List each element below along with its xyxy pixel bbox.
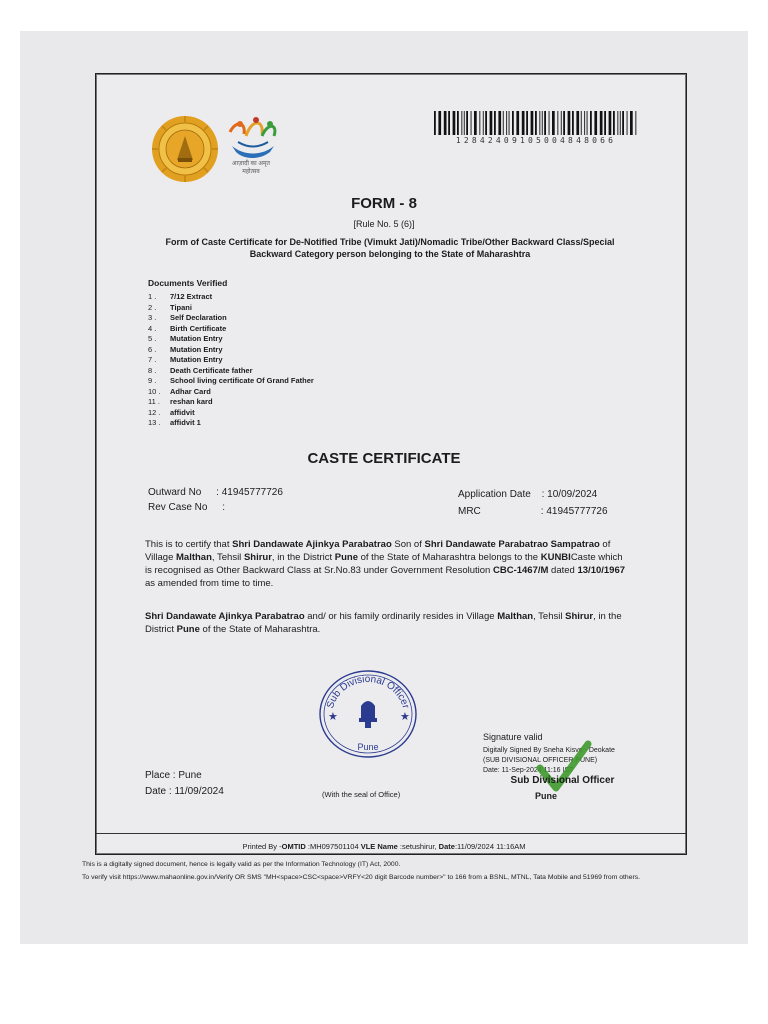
barcode-bar — [557, 111, 558, 135]
certificate-paragraph-1: This is to certify that Shri Dandawate Ajinkya Parabatrao Son of Shri Dandawate Parabatrao Sampatrao of Village Malthan, Tehsil Shirur, in the District Pune of the State of Maharashtra belongs to the KUNBICaste which is recognised as Other Backward Class at Sr.No.83 under Government Resolution CBC-1467/M dated 13/10/1967 as amended from time to time. — [145, 539, 626, 589]
documents-list — [148, 292, 314, 429]
list-item: 13 . affidvit 1 — [148, 418, 201, 427]
barcode-bar — [552, 111, 555, 135]
barcode-bar — [516, 111, 519, 135]
barcode-bar — [576, 111, 579, 135]
form-description: Form of Caste Certificate for De-Notified Tribe (Vimukt Jati)/Nomadic Tribe/Other Backward Class/Special Backward Category person belonging to the State of Maharashtra — [165, 237, 615, 259]
barcode-bar — [509, 111, 510, 135]
barcode-bar — [494, 111, 496, 135]
barcode-bar — [604, 111, 606, 135]
barcode-bar — [444, 111, 447, 135]
list-item: 2 . Tipani — [148, 302, 192, 312]
barcode-bar — [584, 111, 585, 135]
barcode-bar — [539, 111, 540, 135]
list-item: 3 . Self Declaration — [148, 313, 227, 322]
barcode-bar — [561, 111, 562, 135]
barcode-bar — [471, 111, 472, 135]
barcode-bar — [485, 111, 487, 135]
list-item: 5 . Mutation Entry — [148, 334, 223, 343]
barcode-bar — [613, 111, 615, 135]
barcode-bar — [630, 111, 633, 135]
barcode-bar — [581, 111, 582, 135]
barcode-bar — [572, 111, 574, 135]
barcode-bar — [542, 111, 543, 135]
barcode-bar — [522, 111, 525, 135]
barcode-bar — [531, 111, 534, 135]
barcode-bar — [590, 111, 592, 135]
barcode-bar — [627, 111, 628, 135]
outward-number: Outward No : 41945777726 — [148, 487, 283, 498]
barcode-bar — [609, 111, 612, 135]
rev-case-number: Rev Case No : — [148, 502, 226, 513]
certificate-paragraph-2: Shri Dandawate Ajinkya Parabatrao and/ or his family ordinarily resides in Village Malthan, Tehsil Shirur, in the District Pune of the State of Maharashtra. — [145, 611, 622, 635]
list-item: 1 . 7/12 Extract — [148, 292, 213, 301]
barcode-bar — [483, 111, 484, 135]
barcode-bar — [466, 111, 468, 135]
barcode-bar — [635, 111, 636, 135]
barcode-bar — [457, 111, 459, 135]
star-icon: ★ — [328, 711, 338, 723]
barcode-bar — [622, 111, 624, 135]
with-seal-note: (With the seal of Office) — [322, 790, 401, 799]
divider — [96, 833, 686, 834]
list-item: 8 . Death Certificate father — [148, 365, 253, 375]
barcode-bar — [503, 111, 504, 135]
barcode-bar — [448, 111, 450, 135]
list-item: 9 . School living certificate Of Grand Father — [148, 376, 314, 385]
barcode-bar — [461, 111, 462, 135]
list-item: 11 . reshan kard — [148, 397, 213, 406]
list-item: 6 . Mutation Entry — [148, 344, 223, 354]
barcode-bar — [506, 111, 507, 135]
date-field: Date : 11/09/2024 — [145, 786, 224, 797]
signature-valid-check-icon — [536, 738, 592, 796]
barcode-bar — [474, 111, 477, 135]
documents-verified-heading: Documents Verified — [148, 278, 228, 288]
azadi-logo-text: आज़ादी का अमृत महोत्सव — [232, 161, 270, 175]
list-item: 4 . Birth Certificate — [148, 323, 227, 333]
rule-number: [Rule No. 5 (6)] — [353, 219, 415, 229]
officer-title: Sub Divisional Officer — [510, 775, 615, 786]
barcode-bar — [620, 111, 621, 135]
list-item: 12 . affidvit — [148, 407, 195, 417]
officer-place: Pune — [535, 791, 558, 801]
barcode-bar — [568, 111, 571, 135]
signer-line: Digitally Signed By Sneha Kisve - Deokate — [483, 747, 615, 754]
mrc-number: MRC : 41945777726 — [458, 506, 608, 517]
signature-valid-label: Signature valid — [483, 732, 543, 742]
signature-date: Date: 11-Sep-2024 11:16 IST — [483, 767, 574, 774]
footer-verify-note: To verify visit https://www.mahaonline.gov.in/Verify OR SMS "MH<space>CSC<space>VRFY<20 digit Barcode number>" to 166 from a BSNL, MTNL, Tata Mobile and 51969 from others. — [82, 874, 641, 881]
barcode-icon — [432, 111, 640, 135]
barcode-bar — [549, 111, 550, 135]
form-title: FORM - 8 — [351, 195, 417, 212]
certificate-title: CASTE CERTIFICATE — [307, 450, 461, 467]
barcode-bar — [617, 111, 618, 135]
maharashtra-emblem-icon — [150, 114, 220, 184]
footer-legal-note: This is a digitally signed document, hence is legally valid as per the Information Technology (IT) Act, 2000. — [82, 861, 401, 868]
barcode-bar — [535, 111, 537, 135]
barcode-bar — [600, 111, 603, 135]
barcode-bar — [526, 111, 528, 135]
list-item: 10 . Adhar Card — [148, 386, 211, 396]
barcode-bar — [438, 111, 441, 135]
barcode-number: 12842409105004848066 — [455, 136, 617, 145]
seal-bottom-text: Pune — [357, 742, 379, 752]
seal-top-text: Sub Divisional Officer — [325, 673, 411, 710]
barcode-bar — [434, 111, 436, 135]
barcode-bar — [498, 111, 501, 135]
barcode-bar — [544, 111, 546, 135]
ashoka-emblem-icon — [359, 701, 377, 728]
signer-designation: (SUB DIVISIONAL OFFICER PUNE) — [483, 757, 598, 764]
star-icon: ★ — [400, 711, 410, 723]
barcode-bar — [594, 111, 597, 135]
barcode-bar — [464, 111, 465, 135]
barcode-bar — [587, 111, 588, 135]
barcode-bar — [563, 111, 565, 135]
barcode-bar — [453, 111, 456, 135]
barcode-bar — [479, 111, 480, 135]
application-date: Application Date : 10/09/2024 — [458, 489, 598, 500]
printed-by-line: Printed By -OMTID :MH097501104 VLE Name :setushirur, Date:11/09/2024 11:16AM — [242, 842, 526, 851]
barcode-bar — [512, 111, 514, 135]
office-seal — [316, 668, 420, 760]
barcode-bar — [490, 111, 493, 135]
place-field: Place : Pune — [145, 770, 202, 781]
list-item: 7 . Mutation Entry — [148, 355, 223, 364]
